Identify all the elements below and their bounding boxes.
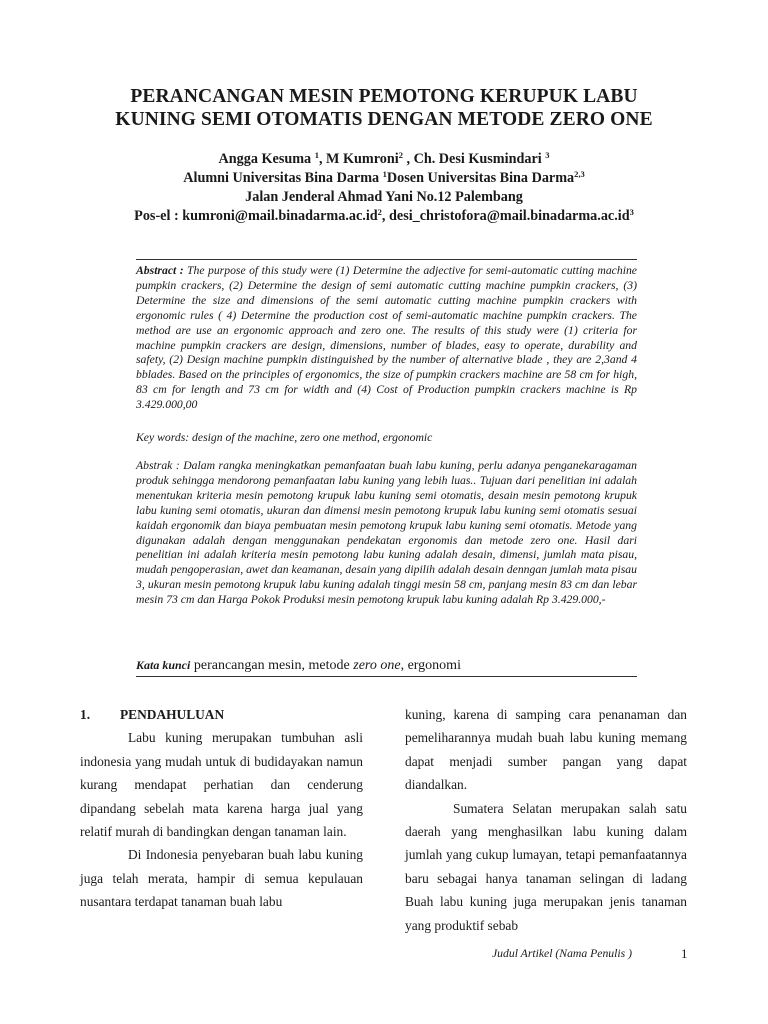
paragraph: Di Indonesia penyebaran buah labu kuning juga telah merata, hampir di semua kepulauan nusantara terdapat tanaman buah labu xyxy=(80,847,363,910)
title-line-2: KUNING SEMI OTOMATIS DENGAN METODE ZERO ONE xyxy=(115,109,653,130)
running-title: Judul Artikel (Nama Penulis ) xyxy=(492,947,633,960)
abstract-label: Abstract : xyxy=(136,264,184,277)
author-names xyxy=(60,150,708,169)
affiliation-2: Dosen Universitas Bina Darma xyxy=(386,170,575,186)
keywords-english: Key words: design of the machine, zero one method, ergonomic xyxy=(136,431,433,444)
abstract-section xyxy=(136,259,637,607)
affiliation-1: Alumni Universitas Bina Darma xyxy=(183,170,383,186)
keywords-indonesian xyxy=(136,656,637,677)
author-3-sup: 3 xyxy=(545,150,550,160)
section-number: 1. xyxy=(80,707,91,722)
left-column xyxy=(80,703,363,914)
page-number: 1 xyxy=(681,946,688,961)
abstract-english xyxy=(136,264,637,413)
kata-kunci-part-2: , ergonomi xyxy=(400,658,461,673)
abstract-indonesian: Abstrak : Dalam rangka meningkatkan pemanfaatan buah labu kuning, perlu adanya penganekaragaman produk sehingga mendorong pemanfaatan labu kuning yang lebih luas.. Tujuan dari penelitian ini adalah menentukan kriteria mesin pemotong krupuk labu kuning semi otomatis, desain mesin pemotong krupuk labu kuning semi otomatis, ukuran dan dimensi mesin pemotong krupuk labu kuning semi otomatis sesuai kaidah ergonomik dan biaya pembuatan mesin pemotong krupuk labu kuning semi otomatis. Metode yang digunakan adalah dengan menggunakan pendekatan ergonomis dan metode zero one. Hasil dari penelitian ini adalah kriteria mesin pemotong labu kuning adalah desain, dimensi, jumlah mata pisau, mudah pengoperasian, awet dan keamanan, desain yang dipilih adalah desain denngan jumlah mata pisau 3, ukuran mesin pemotong krupuk labu kuning adalah tinggi mesin 58 cm, panjang mesin 83 cm dan lebar mesin 73 cm dan Harga Pokok Produksi mesin pemotong krupuk labu kuning adalah Rp 3.429.000,- xyxy=(136,459,637,607)
affiliation-1-sup: 1 xyxy=(382,169,387,179)
email-1-sup: 2 xyxy=(377,207,382,217)
author-3: , Ch. Desi Kusmindari xyxy=(402,151,546,167)
email-1: Pos-el : kumroni@mail.binadarma.ac.id xyxy=(134,208,378,224)
email-2-sup: 3 xyxy=(629,207,634,217)
affiliations xyxy=(60,169,708,188)
section-heading xyxy=(80,703,363,726)
paragraph: kuning, karena di samping cara penanaman dan pemeliharannya mudah buah labu kuning memang dapat menjadi sumber pangan yang dapat diandalkan. xyxy=(405,707,687,793)
author-1-sup: 1 xyxy=(314,150,319,160)
author-1: Angga Kesuma xyxy=(218,151,315,167)
paragraph: Labu kuning merupakan tumbuhan asli indonesia yang mudah untuk di budidayakan namun kurang mendapat perhatian dan cenderung dipandang sebelah mata karena harga jual yang relatif murah di bandingkan dengan tanaman lain. xyxy=(80,730,363,840)
paragraph: Sumatera Selatan merupakan salah satu daerah yang menghasilkan labu kuning dalam jumlah yang cukup lumayan, tetapi pemanfaatannya baru sebagai hanya tanaman selingan di ladang Buah labu kuning juga merupakan jenis tanaman yang produktif sebab xyxy=(405,800,687,933)
paper-title xyxy=(60,85,708,131)
email-2: , desi_christofora@mail.binadarma.ac.id xyxy=(381,208,630,224)
author-2-sup: 2 xyxy=(398,150,403,160)
kata-kunci-part-1: perancangan mesin, metode xyxy=(190,658,354,673)
section-title: PENDAHULUAN xyxy=(120,707,225,722)
author-block xyxy=(60,150,708,226)
emails xyxy=(60,207,708,226)
author-2: , M Kumroni xyxy=(318,151,399,167)
abstract-english-text: The purpose of this study were (1) Determine the adjective for semi-automatic cutting machine pumpkin crackers, (2) Determine the design of semi automatic cutting machine pumpkin crackers, (3) Determine the size and dimensions of the semi automatic cutting machine pumpkin crackers with ergonomic rules ( 4) Determine the production cost of semi-automatic machine pumpkin crackers. The method are use an ergonomic approach and zero one. The results of this study were (1) criteria for machine pumpkin crackers are design, dimensions, number of blades, easy to operate, durability and safety, (2) Design machine pumpkin distinguished by the number of alternative blade , they are 2,3and 4 bblades. Based on the principles of ergonomics, the size of pumpkin crackers machine are 58 cm for high, 83 cm for length and 73 cm for width and (4) Cost of Production pumpkin crackers machine is Rp 3.429.000,00 xyxy=(136,264,637,412)
title-line-1: PERANCANGAN MESIN PEMOTONG KERUPUK LABU xyxy=(130,86,638,107)
affiliation-2-sup: 2,3 xyxy=(574,169,585,179)
address: Jalan Jenderal Ahmad Yani No.12 Palembang xyxy=(245,189,523,205)
kata-kunci-label: Kata kunci xyxy=(136,658,191,672)
right-column xyxy=(405,703,687,937)
kata-kunci-italic: zero one xyxy=(353,658,401,673)
